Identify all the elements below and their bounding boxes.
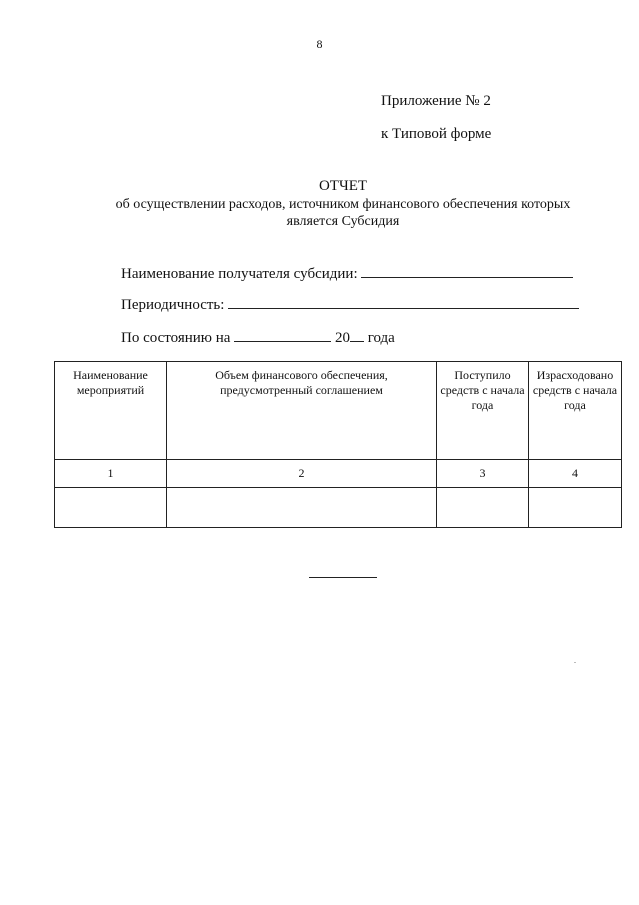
- end-divider: [309, 577, 377, 578]
- subtitle-line-2: является Субсидия: [286, 214, 400, 229]
- subtitle-line-1: об осуществлении расходов, источником финансового обеспечения которых: [115, 197, 571, 212]
- header-spent: Израсходовано средств с начала года: [529, 362, 622, 460]
- column-number: 2: [167, 460, 437, 488]
- header-funding-volume: Объем финансового обеспечения, предусмотренный соглашением: [167, 362, 437, 460]
- year-suffix: года: [367, 330, 395, 346]
- column-number: 1: [55, 460, 167, 488]
- report-table: [54, 361, 622, 528]
- recipient-label: Наименование получателя субсидии:: [121, 266, 358, 282]
- header-activities: Наименование мероприятий: [55, 362, 167, 460]
- as-of-label: По состоянию на: [121, 330, 231, 346]
- periodicity-label: Периодичность:: [121, 297, 225, 313]
- date-blank[interactable]: [234, 328, 331, 342]
- table-cell[interactable]: [55, 488, 167, 528]
- table-cell[interactable]: [529, 488, 622, 528]
- year-prefix: 20: [334, 330, 350, 346]
- column-number: 3: [437, 460, 529, 488]
- header-received: Поступило средств с начала года: [437, 362, 529, 460]
- table-header-row: [55, 362, 622, 460]
- periodicity-field: [121, 295, 579, 314]
- recipient-field: [121, 264, 573, 283]
- report-title: ОТЧЕТ: [318, 178, 368, 194]
- table-cell[interactable]: [167, 488, 437, 528]
- scan-speck: [574, 662, 576, 663]
- appendix-reference: к Типовой форме: [381, 126, 492, 142]
- column-number-row: [55, 460, 622, 488]
- appendix-number: Приложение № 2: [381, 93, 491, 109]
- table-cell[interactable]: [437, 488, 529, 528]
- periodicity-blank[interactable]: [228, 295, 579, 309]
- year-blank[interactable]: [350, 328, 364, 342]
- column-number: 4: [529, 460, 622, 488]
- as-of-date-field: [121, 328, 395, 347]
- report-subtitle: [0, 196, 639, 230]
- table-row: [55, 488, 622, 528]
- recipient-blank[interactable]: [361, 264, 573, 278]
- page-number: 8: [316, 37, 323, 51]
